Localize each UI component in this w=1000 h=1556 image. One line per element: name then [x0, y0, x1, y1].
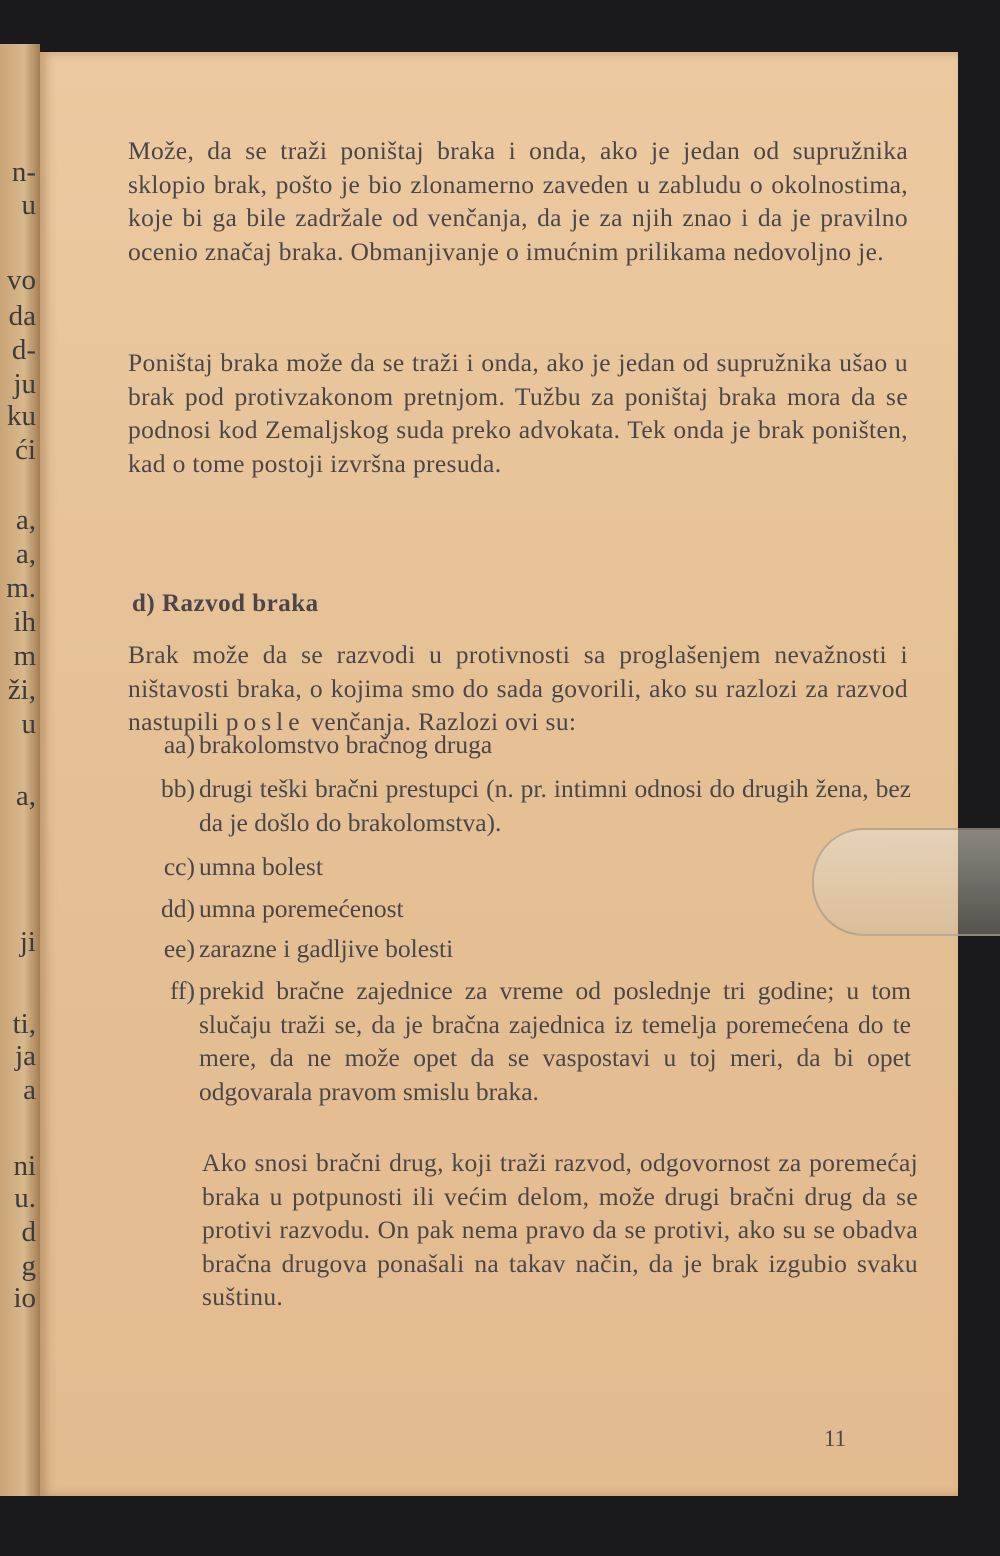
emphasized-word: posle	[225, 707, 305, 736]
book-page	[40, 52, 958, 1496]
left-fragment: ži,	[7, 674, 36, 706]
list-marker: ee)	[163, 934, 195, 963]
paragraph-annulment-threat: Poništaj braka može da se traži i onda, ako je jedan od supružnika ušao u brak pod protivzakonom pretnjom. Tužbu za poništaj braka mora da se podnosi kod Zemaljskog suda preko advokata. Tek onda je brak poništen, kad o tome postoji izvršna presuda.	[128, 348, 908, 478]
section-heading: d) Razvod braka	[132, 590, 319, 617]
paragraph-divorce-opposition: Ako snosi bračni drug, koji traži razvod, odgovornost za poremećaj braka u potpunosti ili većim delom, može drugi bračni drug da se protivi razvodu. On pak nema pravo da se protivi, ako su se obadva bračna drugova ponašali na takav način, da je brak izgubio svaku suštinu.	[202, 1148, 918, 1311]
list-marker: bb)	[161, 774, 195, 803]
left-fragment: ći	[15, 434, 36, 466]
left-fragment: a,	[15, 780, 36, 812]
left-fragment: n-	[11, 156, 36, 188]
left-fragment: ku	[7, 400, 36, 432]
left-fragment: a	[23, 1074, 36, 1106]
left-page-edge	[0, 44, 40, 1496]
list-marker: cc)	[163, 852, 195, 881]
left-fragment: a,	[15, 538, 36, 570]
list-text: umna poremećenost	[199, 894, 404, 923]
left-fragment: ju	[13, 368, 36, 400]
left-fragment: m.	[6, 572, 36, 604]
left-fragment: a,	[15, 504, 36, 536]
left-fragment: ja	[15, 1040, 36, 1072]
list-text: umna bolest	[199, 852, 323, 881]
list-text: brakolomstvo bračnog druga	[199, 730, 493, 759]
list-marker: aa)	[163, 730, 195, 759]
left-fragment: da	[8, 300, 36, 332]
left-fragment: u	[21, 708, 36, 740]
list-marker: ff)	[169, 976, 195, 1005]
left-fragment: d	[21, 1216, 36, 1248]
list-text: drugi teški bračni prestupci (n. pr. intimni odnosi do drugih žena, bez da je došlo do brakolomstva).	[199, 774, 911, 837]
bookmark-clip	[812, 828, 1000, 936]
left-fragment: u.	[14, 1182, 36, 1214]
left-fragment: ji	[19, 926, 36, 958]
left-fragment: m	[13, 640, 36, 672]
left-fragment: d-	[11, 334, 36, 366]
left-fragment: ni	[13, 1150, 36, 1182]
left-fragment: ih	[13, 606, 36, 638]
page-number: 11	[824, 1426, 847, 1451]
left-fragment: io	[13, 1282, 36, 1314]
left-fragment: vo	[7, 264, 36, 296]
left-fragment: g	[21, 1250, 36, 1282]
paragraph-divorce-intro: Brak može da se razvodi u protivnosti sa proglašenjem nevažnosti i ništavosti braka, o kojima smo do sada govorili, ako su razlozi za razvod nastupili posle venčanja. Razlozi ovi su:	[128, 640, 908, 736]
list-text: prekid bračne zajednice za vreme od poslednje tri godine; u tom slučaju traži se, da je bračna zajednica iz temelja poremećena do te mere, da ne može opet da se vaspostavi u toj meri, da bi opet odgovarala pravom smislu braka.	[199, 976, 911, 1106]
list-text: zarazne i gadljive bolesti	[199, 934, 454, 963]
list-marker: dd)	[161, 894, 195, 923]
paragraph-annulment-deception: Može, da se traži poništaj braka i onda, ako je jedan od supružnika sklopio brak, pošto je bio zlonamerno zaveden u zabludu o okolnostima, koje bi ga bile zadržale od venčanja, da je za njih znao i da je pravilno ocenio značaj braka. Obmanjivanje o imućnim prilikama nedovoljno je.	[128, 136, 908, 266]
left-fragment: ti,	[12, 1008, 36, 1040]
left-fragment: u	[21, 189, 36, 221]
